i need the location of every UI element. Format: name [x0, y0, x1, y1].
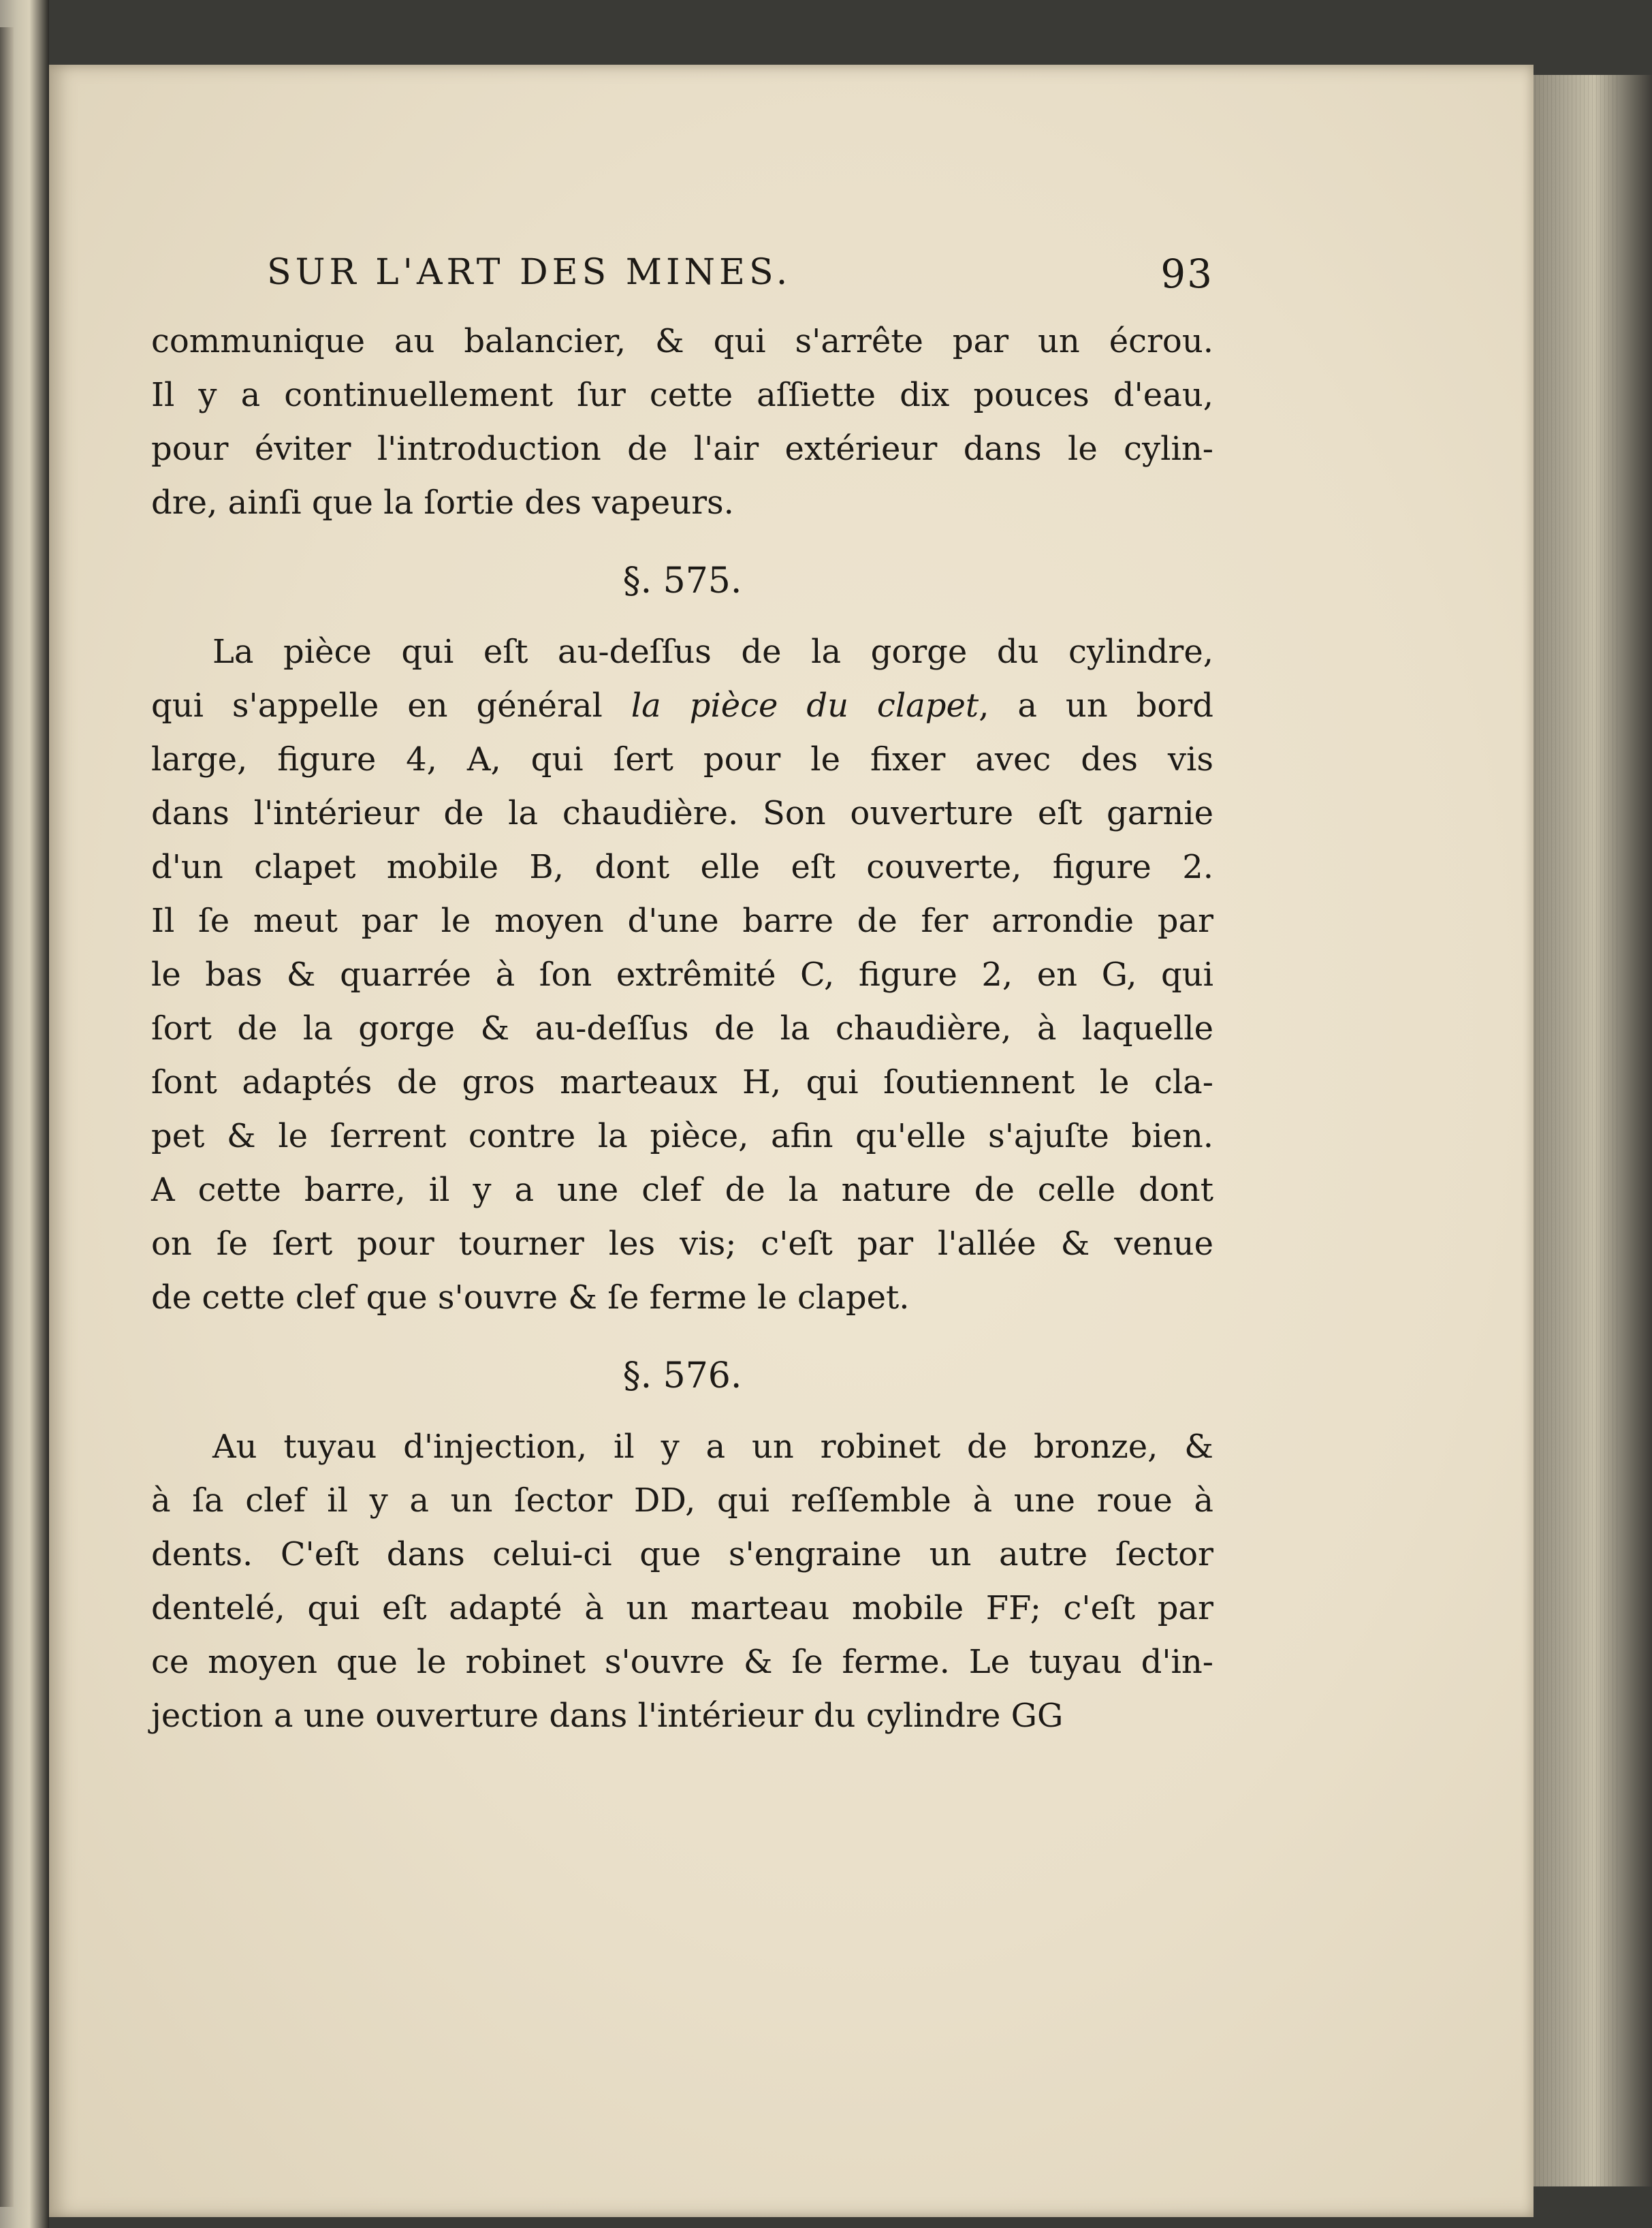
text-line: d'un clapet mobile B, dont elle eſt couverte, figure 2. — [151, 848, 1213, 886]
text-block — [151, 245, 1213, 1743]
text-line: Au tuyau d'injection, il y a un robinet de bronze, & — [212, 1428, 1213, 1466]
paragraph-576 — [151, 1420, 1213, 1743]
text-span: qui s'appelle en général — [151, 687, 603, 725]
text-line: pet & le ſerrent contre la pièce, afin qu'elle s'ajuſte bien. — [151, 1117, 1213, 1155]
italic-term: la pièce du clapet — [631, 687, 979, 725]
text-line: à ſa clef il y a un ſector DD, qui reſſemble à une roue à — [151, 1481, 1213, 1520]
section-heading-575: §. 575. — [622, 561, 742, 601]
text-line: pour éviter l'introduction de l'air extérieur dans le cylin- — [151, 430, 1213, 468]
text-line: on ſe ſert pour tourner les vis; c'eſt par l'allée & venue — [151, 1225, 1213, 1263]
text-line: large, figure 4, A, qui ſert pour le fixer avec des vis — [151, 740, 1213, 779]
text-line-with-italic — [151, 679, 1213, 733]
text-line: communique au balancier, & qui s'arrête par un écrou. — [151, 322, 1213, 360]
text-line: dre, ainſi que la ſortie des vapeurs. — [151, 484, 734, 522]
paragraph-575 — [151, 625, 1213, 1325]
text-line: Il y a continuellement ſur cette aſſiette dix pouces d'eau, — [151, 376, 1213, 414]
section-heading-576: §. 576. — [622, 1355, 742, 1396]
text-line: le bas & quarrée à ſon extrêmité C, figure 2, en G, qui — [151, 956, 1213, 994]
text-line: ſort de la gorge & au-deſſus de la chaudière, à laquelle — [151, 1009, 1213, 1048]
previous-page-edge — [0, 27, 14, 2207]
text-line: dans l'intérieur de la chaudière. Son ouverture eſt garnie — [151, 794, 1213, 832]
page-stack-lines — [1523, 75, 1618, 2186]
text-line: jection a une ouverture dans l'intérieur du cylindre GG — [151, 1697, 1064, 1735]
text-line: ſont adaptés de gros marteaux H, qui ſoutiennent le cla- — [151, 1063, 1213, 1101]
paragraph-continuation — [151, 315, 1213, 530]
text-line: de cette clef que s'ouvre & ſe ferme le clapet. — [151, 1278, 910, 1317]
text-line: A cette barre, il y a une clef de la nature de celle dont — [151, 1171, 1213, 1209]
text-line: Il ſe meut par le moyen d'une barre de fer arrondie par — [151, 902, 1213, 940]
page-header — [151, 245, 1213, 311]
text-line: dents. C'eſt dans celui-ci que s'engraine un autre ſector — [151, 1535, 1213, 1573]
text-line: dentelé, qui eſt adapté à un marteau mobile FF; c'eſt par — [151, 1589, 1213, 1627]
book-page — [49, 65, 1534, 2217]
page-number: 93 — [1160, 251, 1213, 297]
text-span: , a un bord — [979, 687, 1213, 725]
text-line: La pièce qui eſt au-deſſus de la gorge du cylindre, — [212, 633, 1213, 671]
text-line: ce moyen que le robinet s'ouvre & ſe ferme. Le tuyau d'in- — [151, 1643, 1213, 1681]
running-title: SUR L'ART DES MINES. — [267, 252, 792, 293]
